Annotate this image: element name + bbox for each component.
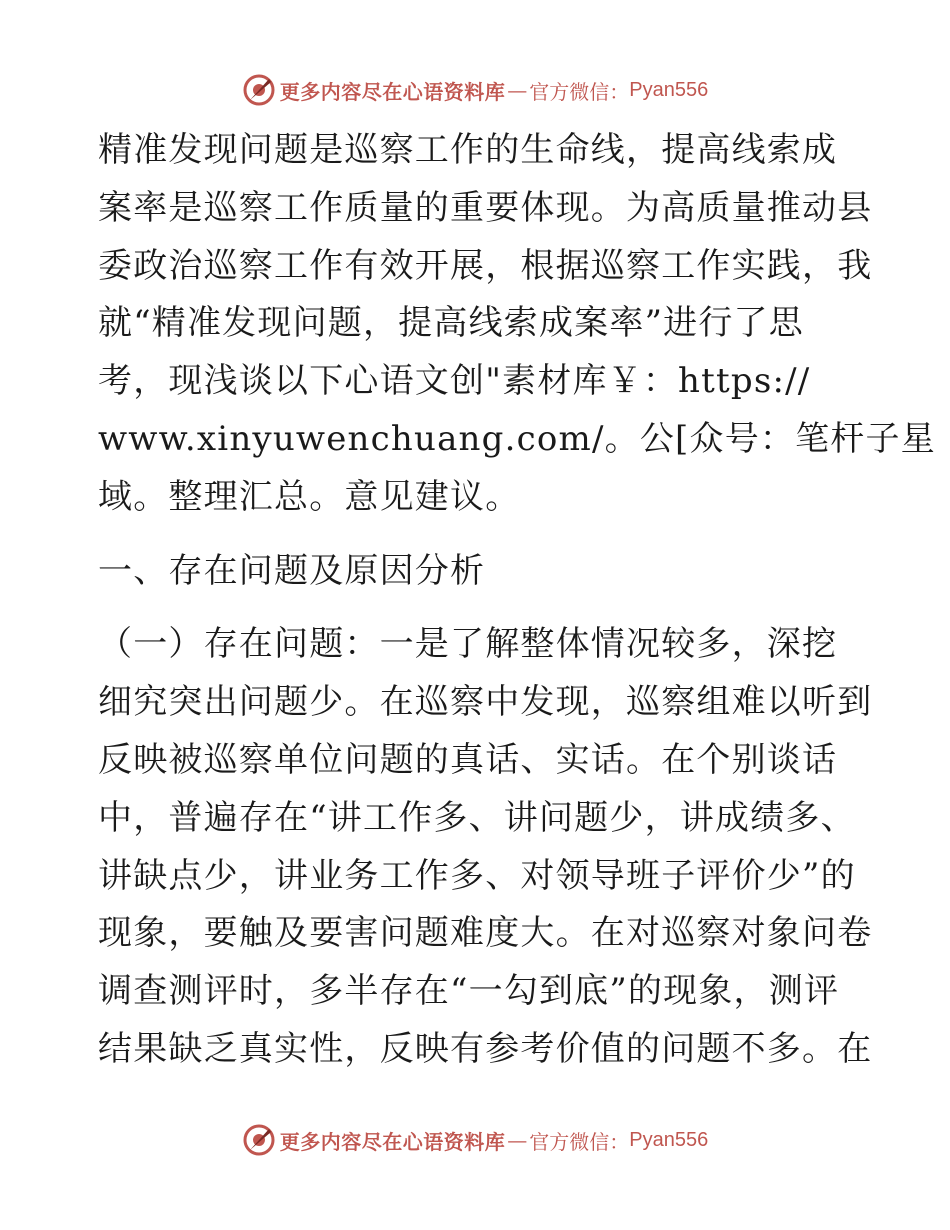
text-line: 调查测评时，多半存在“一勾到底”的现象，测评	[98, 971, 840, 1012]
text-line: 案率是巡察工作质量的重要体现。为高质量推动县	[98, 187, 873, 228]
text-line: 现象，要触及要害问题难度大。在对巡察对象问卷	[98, 913, 873, 954]
watermark-wechat-label: 官方微信：	[529, 79, 630, 104]
heading-line: 一、存在问题及原因分析	[98, 550, 486, 591]
watermark-dash: —	[507, 1128, 528, 1152]
feather-seal-logo-icon	[242, 73, 276, 107]
watermark-brand-text: 更多内容尽在心语资料库	[279, 79, 506, 104]
text-line: （一）存在问题：一是了解整体情况较多，深挖	[98, 624, 838, 665]
problems-paragraph	[98, 616, 873, 1078]
watermark-wechat-label: 官方微信：	[529, 1129, 630, 1154]
text-line: www.xinyuwenchuang.com/。公[众号：笔杆子星	[98, 418, 936, 459]
footer-watermark	[0, 1118, 950, 1162]
text-line: 委政治巡察工作有效开展，根据巡察工作实践，我	[98, 245, 873, 286]
text-line: 讲缺点少，讲业务工作多、对领导班子评价少”的	[98, 855, 856, 896]
paragraph-gap	[98, 600, 858, 616]
text-line: 精准发现问题是巡察工作的生命线，提高线索成	[98, 130, 838, 170]
text-line: 反映被巡察单位问题的真话、实话。在个别谈话	[98, 739, 838, 780]
watermark-brand-text: 更多内容尽在心语资料库	[279, 1129, 506, 1154]
text-line: 结果缺乏真实性，反映有参考价值的问题不多。在	[98, 1028, 873, 1069]
paragraph-gap	[98, 527, 858, 543]
section-heading	[98, 543, 858, 601]
intro-paragraph	[98, 122, 936, 527]
text-line: 就“精准发现问题，提高线索成案率”进行了思	[98, 303, 804, 344]
watermark-wechat-id: Pyan556	[629, 78, 709, 101]
text-line: 域。整理汇总。意见建议。	[98, 476, 521, 517]
header-watermark	[0, 68, 950, 112]
watermark-dash: —	[507, 78, 528, 102]
feather-seal-logo-icon	[242, 1123, 276, 1157]
text-line: 中，普遍存在“讲工作多、讲问题少，讲成绩多、	[98, 797, 856, 838]
watermark-wechat-id: Pyan556	[629, 1128, 709, 1151]
text-line: 细究突出问题少。在巡察中发现，巡察组难以听到	[98, 682, 873, 723]
text-line: 考，现浅谈以下心语文创"素材库￥：https://	[98, 361, 811, 402]
document-body	[98, 122, 936, 1079]
